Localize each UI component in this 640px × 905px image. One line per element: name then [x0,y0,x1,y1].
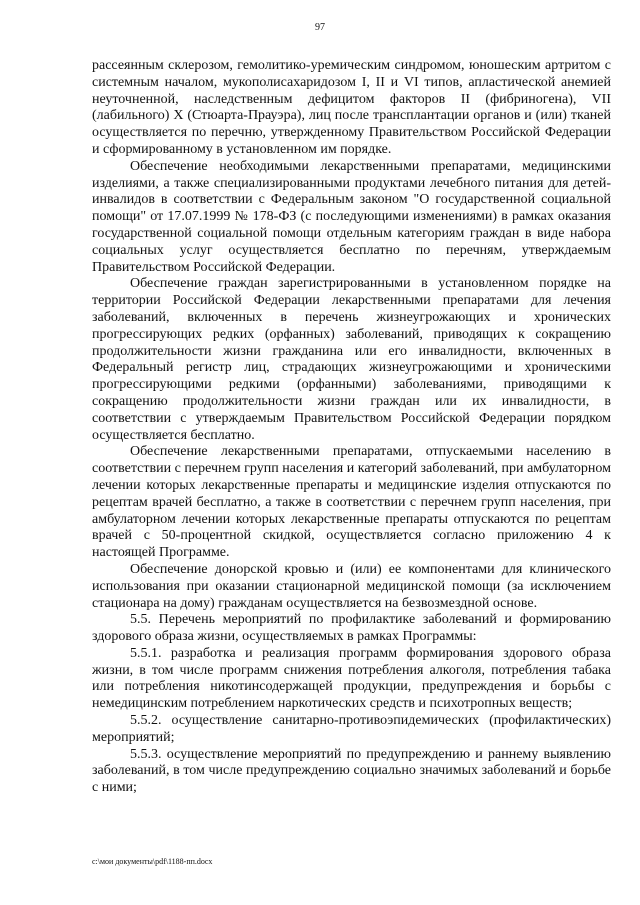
footer-file-path: c:\мои документы\pdf\1188-пп.docx [92,857,213,866]
list-item: 5.5.1. разработка и реализация программ формирования здорового образа жизни, в том числе программ снижения потребления алкоголя, потребления табака или потребления никотинсодержащей продукции, предупреждения и борьбы с немедицинским потреблением наркотических средств и психотропных веществ; [92,645,611,712]
section-heading: 5.5. Перечень мероприятий по профилактике заболеваний и формированию здорового образа жизни, осуществляемых в рамках Программы: [92,612,611,645]
paragraph: Обеспечение лекарственными препаратами, отпускаемыми населению в соответствии с перечнем групп населения и категорий заболеваний, при амбулаторном лечении которых лекарственные препараты и медицинские изделия отпускаются по рецептам врачей бесплатно, а также в соответствии с перечнем групп населения, при амбулаторном лечении которых лекарственные препараты отпускаются по рецептам врачей с 50-процентной скидкой, осуществляется согласно приложению 4 к настоящей Программе. [92,444,611,561]
paragraph: Обеспечение граждан зарегистрированными в установленном порядке на территории Российской Федерации лекарственными препаратами для лечения заболеваний, включенных в перечень жизнеугрожающих и хронических прогрессирующих редких (орфанных) заболеваний, приводящих к сокращению продолжительности жизни гражданина или его инвалидности, включенных в Федеральный регистр лиц, страдающих жизнеугрожающими и хроническими прогрессирующими редкими (орфанными) заболеваниями, приводящими к сокращению продолжительности жизни граждан или их инвалидности, в соответствии с утверждаемым Правительством Российской Федерации порядком осуществляется бесплатно. [92,276,611,443]
list-item: 5.5.3. осуществление мероприятий по предупреждению и раннему выявлению заболеваний, в том числе предупреждению социально значимых заболеваний и борьбе с ними; [92,746,611,796]
list-item: 5.5.2. осуществление санитарно-противоэпидемических (профилактических) мероприятий; [92,713,611,745]
document-body [92,58,611,797]
paragraph: Обеспечение донорской кровью и (или) ее компонентами для клинического использования при оказании стационарной медицинской помощи (за исключением стационара на дому) гражданам осуществляется на безвозмездной основе. [92,561,611,611]
page-number: 97 [315,22,325,33]
paragraph: рассеянным склерозом, гемолитико-уремическим синдромом, юношеским артритом с системным началом, мукополисахаридозом I, II и VI типов, апластической анемией неуточненной, наследственным дефицитом факторов II (фибриногена), VII (лабильного) X (Стюарта-Прауэра), лиц после трансплантации органов и (или) тканей осуществляется по перечню, утвержденному Правительством Российской Федерации и сформированному в установленном им порядке. [92,58,611,157]
paragraph: Обеспечение необходимыми лекарственными препаратами, медицинскими изделиями, а также специализированными продуктами лечебного питания для детей-инвалидов в соответствии с Федеральным законом "О государственной социальной помощи" от 17.07.1999 № 178-ФЗ (с последующими изменениями) в рамках оказания государственной социальной помощи отдельным категориям граждан в виде набора социальных услуг осуществляется бесплатно по перечням, утверждаемым Правительством Российской Федерации. [92,158,611,275]
